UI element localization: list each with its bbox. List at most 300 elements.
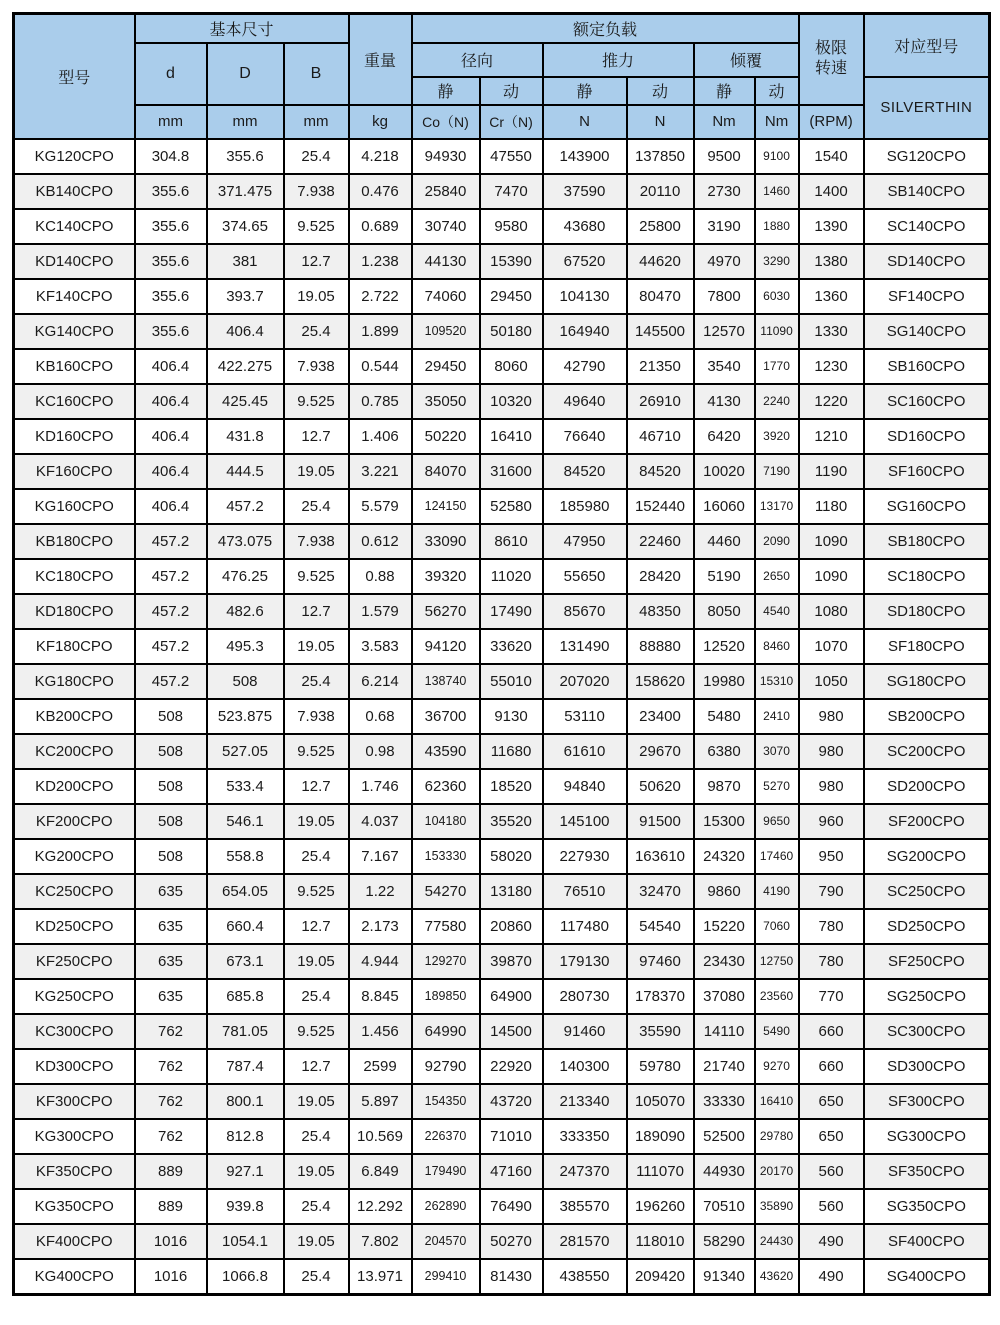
overturning-static-cell: 3190 [694, 209, 755, 244]
rpm-cell: 660 [799, 1014, 864, 1049]
weight-cell: 0.544 [349, 349, 412, 384]
rpm-cell: 1390 [799, 209, 864, 244]
overturning-static-cell: 6380 [694, 734, 755, 769]
overturning-static-cell: 12520 [694, 629, 755, 664]
radial-static-cell: 43590 [412, 734, 480, 769]
overturning-dynamic-cell: 2650 [755, 559, 799, 594]
thrust-static-cell: 213340 [543, 1084, 627, 1119]
weight-cell: 5.579 [349, 489, 412, 524]
overturning-dynamic-cell: 3070 [755, 734, 799, 769]
overturning-dynamic-cell: 1880 [755, 209, 799, 244]
silverthin-model-cell: SG160CPO [864, 489, 990, 524]
thrust-static-cell: 385570 [543, 1189, 627, 1224]
unit-overturning-dynamic-nm: Nm [755, 105, 799, 139]
rpm-cell: 780 [799, 909, 864, 944]
unit-B-mm: mm [284, 105, 349, 139]
rpm-cell: 770 [799, 979, 864, 1014]
header-D: D [207, 43, 284, 105]
model-cell: KC300CPO [14, 1014, 135, 1049]
radial-dynamic-cell: 50270 [480, 1224, 543, 1259]
thrust-static-cell: 227930 [543, 839, 627, 874]
model-cell: KG350CPO [14, 1189, 135, 1224]
weight-cell: 4.944 [349, 944, 412, 979]
weight-cell: 3.583 [349, 629, 412, 664]
silverthin-model-cell: SB200CPO [864, 699, 990, 734]
D-cell: 425.45 [207, 384, 284, 419]
rpm-cell: 1090 [799, 524, 864, 559]
table-row [14, 279, 990, 314]
overturning-dynamic-cell: 2410 [755, 699, 799, 734]
radial-static-cell: 29450 [412, 349, 480, 384]
thrust-dynamic-cell: 97460 [627, 944, 694, 979]
B-cell: 7.938 [284, 349, 349, 384]
D-cell: 476.25 [207, 559, 284, 594]
radial-static-cell: 204570 [412, 1224, 480, 1259]
thrust-dynamic-cell: 28420 [627, 559, 694, 594]
d-cell: 508 [135, 839, 207, 874]
overturning-dynamic-cell: 2090 [755, 524, 799, 559]
overturning-dynamic-cell: 2240 [755, 384, 799, 419]
table-row [14, 1049, 990, 1084]
B-cell: 25.4 [284, 664, 349, 699]
D-cell: 523.875 [207, 699, 284, 734]
overturning-dynamic-cell: 8460 [755, 629, 799, 664]
table-row [14, 699, 990, 734]
B-cell: 7.938 [284, 174, 349, 209]
rpm-cell: 950 [799, 839, 864, 874]
B-cell: 12.7 [284, 1049, 349, 1084]
rpm-cell: 1070 [799, 629, 864, 664]
radial-dynamic-cell: 33620 [480, 629, 543, 664]
d-cell: 355.6 [135, 209, 207, 244]
overturning-dynamic-cell: 1770 [755, 349, 799, 384]
silverthin-model-cell: SF350CPO [864, 1154, 990, 1189]
silverthin-model-cell: SB160CPO [864, 349, 990, 384]
d-cell: 635 [135, 874, 207, 909]
overturning-static-cell: 16060 [694, 489, 755, 524]
overturning-static-cell: 4970 [694, 244, 755, 279]
header-limit-speed [799, 14, 864, 105]
thrust-dynamic-cell: 178370 [627, 979, 694, 1014]
rpm-cell: 660 [799, 1049, 864, 1084]
B-cell: 7.938 [284, 699, 349, 734]
radial-dynamic-cell: 52580 [480, 489, 543, 524]
silverthin-model-cell: SG400CPO [864, 1259, 990, 1295]
D-cell: 473.075 [207, 524, 284, 559]
rpm-cell: 1050 [799, 664, 864, 699]
d-cell: 355.6 [135, 244, 207, 279]
overturning-static-cell: 10020 [694, 454, 755, 489]
rpm-cell: 1180 [799, 489, 864, 524]
weight-cell: 12.292 [349, 1189, 412, 1224]
weight-cell: 4.037 [349, 804, 412, 839]
thrust-static-cell: 84520 [543, 454, 627, 489]
thrust-dynamic-cell: 46710 [627, 419, 694, 454]
overturning-dynamic-cell: 23560 [755, 979, 799, 1014]
radial-static-cell: 129270 [412, 944, 480, 979]
table-row [14, 419, 990, 454]
unit-weight-kg: kg [349, 105, 412, 139]
d-cell: 889 [135, 1154, 207, 1189]
overturning-dynamic-cell: 16410 [755, 1084, 799, 1119]
rpm-cell: 790 [799, 874, 864, 909]
rpm-cell: 980 [799, 769, 864, 804]
thrust-static-cell: 333350 [543, 1119, 627, 1154]
weight-cell: 1.406 [349, 419, 412, 454]
model-cell: KD140CPO [14, 244, 135, 279]
unit-radial-static-con: Co（N) [412, 105, 480, 139]
weight-cell: 0.612 [349, 524, 412, 559]
silverthin-model-cell: SG140CPO [864, 314, 990, 349]
table-row [14, 839, 990, 874]
radial-static-cell: 92790 [412, 1049, 480, 1084]
d-cell: 457.2 [135, 524, 207, 559]
thrust-dynamic-cell: 80470 [627, 279, 694, 314]
radial-dynamic-cell: 22920 [480, 1049, 543, 1084]
radial-dynamic-cell: 43720 [480, 1084, 543, 1119]
model-cell: KC180CPO [14, 559, 135, 594]
d-cell: 406.4 [135, 349, 207, 384]
B-cell: 12.7 [284, 909, 349, 944]
overturning-static-cell: 2730 [694, 174, 755, 209]
thrust-static-cell: 117480 [543, 909, 627, 944]
B-cell: 25.4 [284, 839, 349, 874]
rpm-cell: 1080 [799, 594, 864, 629]
overturning-dynamic-cell: 12750 [755, 944, 799, 979]
model-cell: KF350CPO [14, 1154, 135, 1189]
model-cell: KC250CPO [14, 874, 135, 909]
weight-cell: 5.897 [349, 1084, 412, 1119]
overturning-static-cell: 19980 [694, 664, 755, 699]
B-cell: 7.938 [284, 524, 349, 559]
B-cell: 25.4 [284, 1119, 349, 1154]
overturning-static-cell: 4460 [694, 524, 755, 559]
thrust-dynamic-cell: 32470 [627, 874, 694, 909]
header-B: B [284, 43, 349, 105]
thrust-dynamic-cell: 54540 [627, 909, 694, 944]
radial-static-cell: 154350 [412, 1084, 480, 1119]
radial-static-cell: 179490 [412, 1154, 480, 1189]
D-cell: 482.6 [207, 594, 284, 629]
B-cell: 25.4 [284, 979, 349, 1014]
table-body [14, 139, 990, 1295]
D-cell: 787.4 [207, 1049, 284, 1084]
radial-dynamic-cell: 18520 [480, 769, 543, 804]
radial-static-cell: 109520 [412, 314, 480, 349]
D-cell: 660.4 [207, 909, 284, 944]
D-cell: 533.4 [207, 769, 284, 804]
table-row [14, 174, 990, 209]
model-cell: KF250CPO [14, 944, 135, 979]
overturning-dynamic-cell: 13170 [755, 489, 799, 524]
thrust-static-cell: 207020 [543, 664, 627, 699]
header-thrust-dynamic: 动 [627, 77, 694, 105]
silverthin-model-cell: SD300CPO [864, 1049, 990, 1084]
table-row [14, 559, 990, 594]
table-row [14, 139, 990, 174]
d-cell: 889 [135, 1189, 207, 1224]
D-cell: 673.1 [207, 944, 284, 979]
model-cell: KD300CPO [14, 1049, 135, 1084]
D-cell: 457.2 [207, 489, 284, 524]
radial-dynamic-cell: 15390 [480, 244, 543, 279]
header-d: d [135, 43, 207, 105]
rpm-cell: 1330 [799, 314, 864, 349]
weight-cell: 10.569 [349, 1119, 412, 1154]
radial-dynamic-cell: 64900 [480, 979, 543, 1014]
overturning-static-cell: 5480 [694, 699, 755, 734]
radial-dynamic-cell: 9580 [480, 209, 543, 244]
header-model: 型号 [14, 14, 135, 139]
d-cell: 304.8 [135, 139, 207, 174]
model-cell: KG250CPO [14, 979, 135, 1014]
thrust-dynamic-cell: 50620 [627, 769, 694, 804]
d-cell: 762 [135, 1014, 207, 1049]
overturning-static-cell: 70510 [694, 1189, 755, 1224]
overturning-static-cell: 14110 [694, 1014, 755, 1049]
silverthin-model-cell: SC180CPO [864, 559, 990, 594]
weight-cell: 4.218 [349, 139, 412, 174]
B-cell: 25.4 [284, 489, 349, 524]
radial-dynamic-cell: 14500 [480, 1014, 543, 1049]
weight-cell: 6.849 [349, 1154, 412, 1189]
overturning-static-cell: 15220 [694, 909, 755, 944]
table-row [14, 804, 990, 839]
radial-dynamic-cell: 39870 [480, 944, 543, 979]
model-cell: KF160CPO [14, 454, 135, 489]
silverthin-model-cell: SC140CPO [864, 209, 990, 244]
overturning-dynamic-cell: 43620 [755, 1259, 799, 1295]
overturning-static-cell: 91340 [694, 1259, 755, 1295]
radial-dynamic-cell: 47550 [480, 139, 543, 174]
radial-dynamic-cell: 50180 [480, 314, 543, 349]
radial-static-cell: 62360 [412, 769, 480, 804]
D-cell: 1066.8 [207, 1259, 284, 1295]
unit-limit-speed-rpm: (RPM) [799, 105, 864, 139]
overturning-static-cell: 44930 [694, 1154, 755, 1189]
model-cell: KB180CPO [14, 524, 135, 559]
table-row [14, 209, 990, 244]
D-cell: 527.05 [207, 734, 284, 769]
model-cell: KC160CPO [14, 384, 135, 419]
header-rated-load: 额定负载 [412, 14, 799, 43]
D-cell: 781.05 [207, 1014, 284, 1049]
thrust-static-cell: 43680 [543, 209, 627, 244]
weight-cell: 1.456 [349, 1014, 412, 1049]
B-cell: 9.525 [284, 209, 349, 244]
B-cell: 9.525 [284, 874, 349, 909]
thrust-static-cell: 67520 [543, 244, 627, 279]
d-cell: 508 [135, 734, 207, 769]
header-overturning-dynamic: 动 [755, 77, 799, 105]
overturning-dynamic-cell: 3920 [755, 419, 799, 454]
d-cell: 1016 [135, 1224, 207, 1259]
overturning-dynamic-cell: 7190 [755, 454, 799, 489]
weight-cell: 0.98 [349, 734, 412, 769]
d-cell: 635 [135, 909, 207, 944]
B-cell: 19.05 [284, 944, 349, 979]
rpm-cell: 780 [799, 944, 864, 979]
radial-dynamic-cell: 8610 [480, 524, 543, 559]
thrust-static-cell: 164940 [543, 314, 627, 349]
d-cell: 406.4 [135, 489, 207, 524]
overturning-static-cell: 33330 [694, 1084, 755, 1119]
D-cell: 431.8 [207, 419, 284, 454]
thrust-dynamic-cell: 118010 [627, 1224, 694, 1259]
d-cell: 406.4 [135, 419, 207, 454]
rpm-cell: 960 [799, 804, 864, 839]
radial-dynamic-cell: 31600 [480, 454, 543, 489]
overturning-static-cell: 8050 [694, 594, 755, 629]
table-row [14, 734, 990, 769]
radial-static-cell: 299410 [412, 1259, 480, 1295]
table-header [14, 14, 990, 139]
silverthin-model-cell: SD160CPO [864, 419, 990, 454]
model-cell: KC140CPO [14, 209, 135, 244]
thrust-static-cell: 76640 [543, 419, 627, 454]
radial-static-cell: 94930 [412, 139, 480, 174]
thrust-dynamic-cell: 59780 [627, 1049, 694, 1084]
model-cell: KG180CPO [14, 664, 135, 699]
thrust-dynamic-cell: 20110 [627, 174, 694, 209]
thrust-dynamic-cell: 23400 [627, 699, 694, 734]
header-thrust-static: 静 [543, 77, 627, 105]
D-cell: 546.1 [207, 804, 284, 839]
d-cell: 406.4 [135, 384, 207, 419]
thrust-dynamic-cell: 91500 [627, 804, 694, 839]
d-cell: 355.6 [135, 314, 207, 349]
radial-static-cell: 94120 [412, 629, 480, 664]
radial-dynamic-cell: 9130 [480, 699, 543, 734]
thrust-dynamic-cell: 189090 [627, 1119, 694, 1154]
silverthin-model-cell: SG250CPO [864, 979, 990, 1014]
thrust-dynamic-cell: 48350 [627, 594, 694, 629]
d-cell: 355.6 [135, 174, 207, 209]
table-row [14, 454, 990, 489]
D-cell: 939.8 [207, 1189, 284, 1224]
d-cell: 1016 [135, 1259, 207, 1295]
rpm-cell: 560 [799, 1154, 864, 1189]
model-cell: KD180CPO [14, 594, 135, 629]
overturning-dynamic-cell: 1460 [755, 174, 799, 209]
thrust-dynamic-cell: 137850 [627, 139, 694, 174]
thrust-static-cell: 37590 [543, 174, 627, 209]
rpm-cell: 1230 [799, 349, 864, 384]
rpm-cell: 1090 [799, 559, 864, 594]
weight-cell: 8.845 [349, 979, 412, 1014]
silverthin-model-cell: SG300CPO [864, 1119, 990, 1154]
overturning-dynamic-cell: 4190 [755, 874, 799, 909]
model-cell: KF200CPO [14, 804, 135, 839]
silverthin-model-cell: SC160CPO [864, 384, 990, 419]
silverthin-model-cell: SG350CPO [864, 1189, 990, 1224]
d-cell: 457.2 [135, 559, 207, 594]
D-cell: 812.8 [207, 1119, 284, 1154]
model-cell: KB160CPO [14, 349, 135, 384]
table-row [14, 874, 990, 909]
B-cell: 25.4 [284, 314, 349, 349]
d-cell: 762 [135, 1119, 207, 1154]
D-cell: 685.8 [207, 979, 284, 1014]
B-cell: 19.05 [284, 1154, 349, 1189]
header-limit-speed-line1: 极限 [815, 40, 848, 58]
d-cell: 457.2 [135, 664, 207, 699]
silverthin-model-cell: SB180CPO [864, 524, 990, 559]
overturning-static-cell: 58290 [694, 1224, 755, 1259]
thrust-static-cell: 281570 [543, 1224, 627, 1259]
silverthin-model-cell: SD200CPO [864, 769, 990, 804]
table-row [14, 909, 990, 944]
overturning-static-cell: 23430 [694, 944, 755, 979]
thrust-dynamic-cell: 158620 [627, 664, 694, 699]
thrust-dynamic-cell: 22460 [627, 524, 694, 559]
overturning-static-cell: 9870 [694, 769, 755, 804]
thrust-dynamic-cell: 196260 [627, 1189, 694, 1224]
B-cell: 19.05 [284, 454, 349, 489]
radial-static-cell: 74060 [412, 279, 480, 314]
radial-dynamic-cell: 47160 [480, 1154, 543, 1189]
thrust-static-cell: 61610 [543, 734, 627, 769]
B-cell: 19.05 [284, 1084, 349, 1119]
weight-cell: 2.173 [349, 909, 412, 944]
header-basic-dimensions: 基本尺寸 [135, 14, 349, 43]
table-row [14, 1189, 990, 1224]
thrust-dynamic-cell: 25800 [627, 209, 694, 244]
weight-cell: 1.899 [349, 314, 412, 349]
thrust-static-cell: 247370 [543, 1154, 627, 1189]
thrust-dynamic-cell: 145500 [627, 314, 694, 349]
model-cell: KF180CPO [14, 629, 135, 664]
thrust-static-cell: 185980 [543, 489, 627, 524]
thrust-dynamic-cell: 84520 [627, 454, 694, 489]
overturning-dynamic-cell: 24430 [755, 1224, 799, 1259]
D-cell: 355.6 [207, 139, 284, 174]
overturning-dynamic-cell: 9100 [755, 139, 799, 174]
radial-static-cell: 35050 [412, 384, 480, 419]
thrust-dynamic-cell: 21350 [627, 349, 694, 384]
D-cell: 393.7 [207, 279, 284, 314]
radial-static-cell: 36700 [412, 699, 480, 734]
radial-dynamic-cell: 11680 [480, 734, 543, 769]
d-cell: 762 [135, 1049, 207, 1084]
radial-static-cell: 124150 [412, 489, 480, 524]
radial-dynamic-cell: 35520 [480, 804, 543, 839]
silverthin-model-cell: SF140CPO [864, 279, 990, 314]
d-cell: 635 [135, 944, 207, 979]
weight-cell: 1.746 [349, 769, 412, 804]
overturning-dynamic-cell: 20170 [755, 1154, 799, 1189]
overturning-dynamic-cell: 7060 [755, 909, 799, 944]
radial-static-cell: 262890 [412, 1189, 480, 1224]
radial-static-cell: 54270 [412, 874, 480, 909]
weight-cell: 0.689 [349, 209, 412, 244]
unit-thrust-dynamic-n: N [627, 105, 694, 139]
header-radial-static: 静 [412, 77, 480, 105]
overturning-static-cell: 37080 [694, 979, 755, 1014]
radial-dynamic-cell: 7470 [480, 174, 543, 209]
silverthin-model-cell: SG180CPO [864, 664, 990, 699]
thrust-dynamic-cell: 29670 [627, 734, 694, 769]
rpm-cell: 1400 [799, 174, 864, 209]
overturning-dynamic-cell: 17460 [755, 839, 799, 874]
D-cell: 422.275 [207, 349, 284, 384]
D-cell: 508 [207, 664, 284, 699]
thrust-static-cell: 91460 [543, 1014, 627, 1049]
radial-dynamic-cell: 29450 [480, 279, 543, 314]
header-corresponding-model: 对应型号 [864, 14, 990, 77]
D-cell: 558.8 [207, 839, 284, 874]
d-cell: 355.6 [135, 279, 207, 314]
